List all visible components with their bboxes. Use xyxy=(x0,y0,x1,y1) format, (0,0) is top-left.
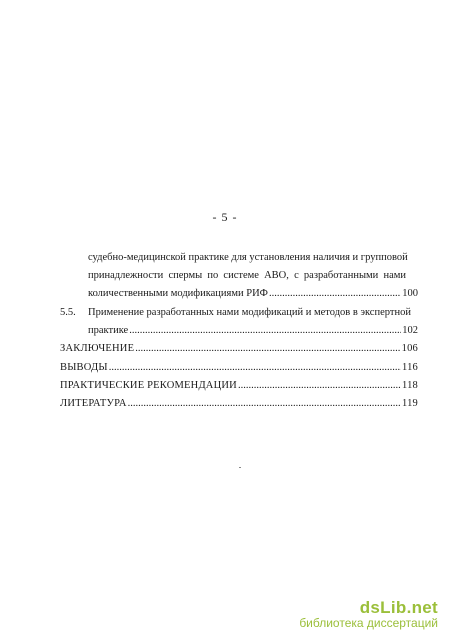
leader-dots xyxy=(128,398,401,409)
toc-entry-findings xyxy=(60,362,418,373)
toc-entry-label: ЛИТЕРАТУРА xyxy=(60,398,127,409)
watermark-subtitle: библиотека диссертаций xyxy=(299,616,438,630)
leader-dots xyxy=(129,325,401,336)
toc-entry-page: 118 xyxy=(402,380,418,391)
watermark-logo-main: dsLib xyxy=(359,598,407,617)
toc-entry-label: ПРАКТИЧЕСКИЕ РЕКОМЕНДАЦИИ xyxy=(60,380,237,391)
toc-continuation-line-1: судебно-медицинской практике для установления наличия и групповой xyxy=(88,252,408,263)
leader-dots xyxy=(135,343,400,354)
leader-dots xyxy=(269,288,401,299)
toc-section-number: 5.5. xyxy=(60,307,76,318)
leader-dots xyxy=(109,362,401,373)
toc-entry-practical-recommendations xyxy=(60,380,418,391)
leader-dots xyxy=(238,380,401,391)
toc-entry-page: 116 xyxy=(402,362,418,373)
toc-entry-page: 106 xyxy=(401,343,418,354)
scan-speck xyxy=(239,467,241,468)
page-number: - 5 - xyxy=(212,210,238,224)
toc-entry-rif-modifications xyxy=(88,288,418,299)
toc-entry-label: количественными модификациями РИФ xyxy=(88,288,268,299)
toc-entry-section-5-5 xyxy=(88,325,418,336)
toc-entry-label: практике xyxy=(88,325,129,336)
toc-entry-page: 119 xyxy=(402,398,418,409)
watermark xyxy=(299,598,438,630)
watermark-logo-tld: .net xyxy=(406,598,438,617)
toc-section-5-5-line-1: Применение разработанных нами модификаций и методов в экспертной xyxy=(88,307,411,318)
toc-entry-page: 100 xyxy=(402,288,418,299)
toc-entry-page: 102 xyxy=(402,325,418,336)
toc-entry-label: ЗАКЛЮЧЕНИЕ xyxy=(60,343,135,354)
toc-continuation-line-2: принадлежности спермы по системе АВО, с разработанными нами xyxy=(88,270,406,281)
toc-entry-label: ВЫВОДЫ xyxy=(60,362,108,373)
toc-entry-conclusion xyxy=(60,343,418,354)
toc-entry-literature xyxy=(60,398,418,409)
watermark-logo xyxy=(299,598,438,618)
